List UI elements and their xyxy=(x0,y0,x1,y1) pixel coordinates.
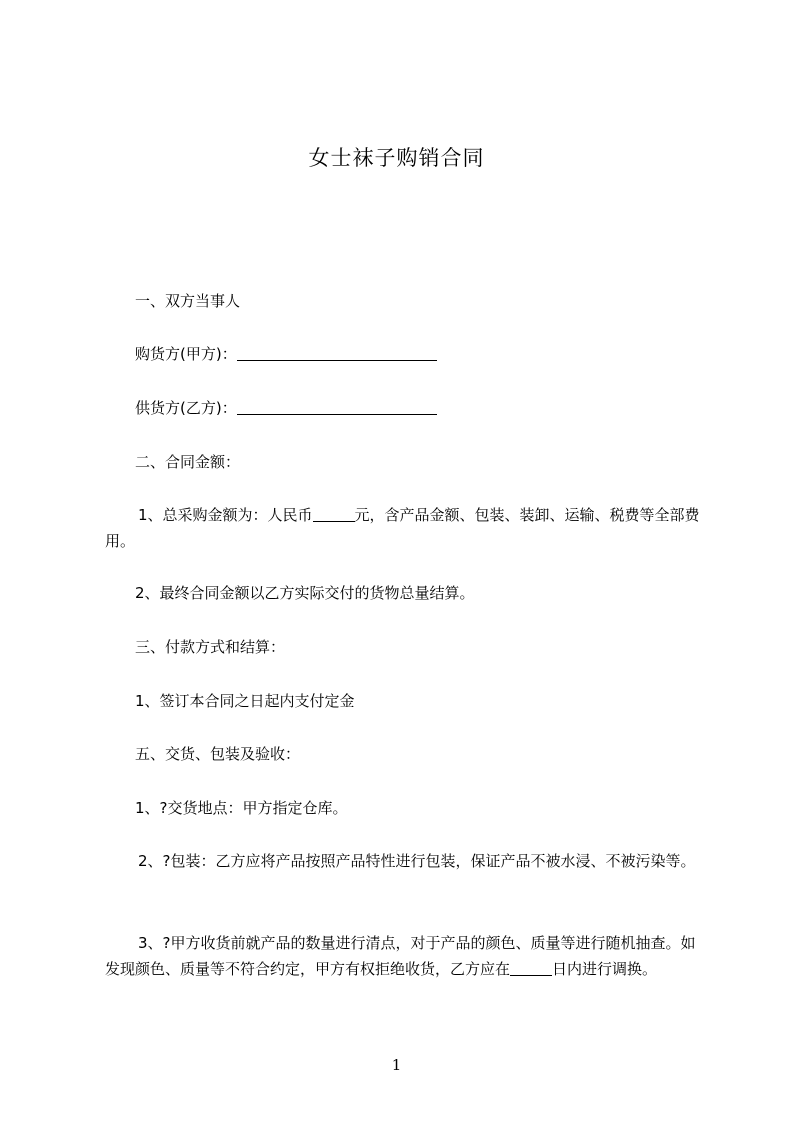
section-heading-amount: 二、合同金额： xyxy=(135,453,241,471)
clause-total-amount xyxy=(105,502,705,554)
section-heading-parties: 一、双方当事人 xyxy=(135,292,241,310)
seller-label: 供货方(乙方)： xyxy=(135,399,237,417)
amount-blank-line xyxy=(313,507,355,522)
clause-inspection xyxy=(105,930,705,982)
section-heading-payment: 三、付款方式和结算： xyxy=(135,638,286,656)
buyer-field xyxy=(135,345,437,363)
clause-packaging: 2、?包装：乙方应将产品按照产品特性进行包装，保证产品不被水浸、不被污染等。 xyxy=(138,852,696,870)
clause-total-amount-text-after: 元，含产品金额、包装、装卸、运输、税费等全部费用。 xyxy=(105,506,700,550)
days-blank-line xyxy=(510,961,552,976)
clause-deposit: 1、签订本合同之日起内支付定金 xyxy=(135,692,355,710)
seller-field xyxy=(135,399,437,417)
clause-delivery-location: 1、?交货地点：甲方指定仓库。 xyxy=(135,799,348,817)
buyer-blank-line xyxy=(237,346,437,361)
document-title: 女士袜子购销合同 xyxy=(308,146,485,170)
clause-final-amount: 2、最终合同金额以乙方实际交付的货物总量结算。 xyxy=(135,584,475,602)
page-number: 1 xyxy=(391,1056,402,1074)
clause-inspection-text-after: 日内进行调换。 xyxy=(552,960,658,978)
clause-total-amount-text-before: 1、总采购金额为：人民币 xyxy=(138,506,313,524)
clause-inspection-text-before: 3、?甲方收货前就产品的数量进行清点，对于产品的颜色、质量等进行随机抽查。如发现颜色、质量等不符合约定，甲方有权拒绝收货，乙方应在 xyxy=(105,934,696,978)
section-heading-delivery: 五、交货、包装及验收： xyxy=(135,745,301,763)
seller-blank-line xyxy=(237,400,437,415)
buyer-label: 购货方(甲方)： xyxy=(135,345,237,363)
